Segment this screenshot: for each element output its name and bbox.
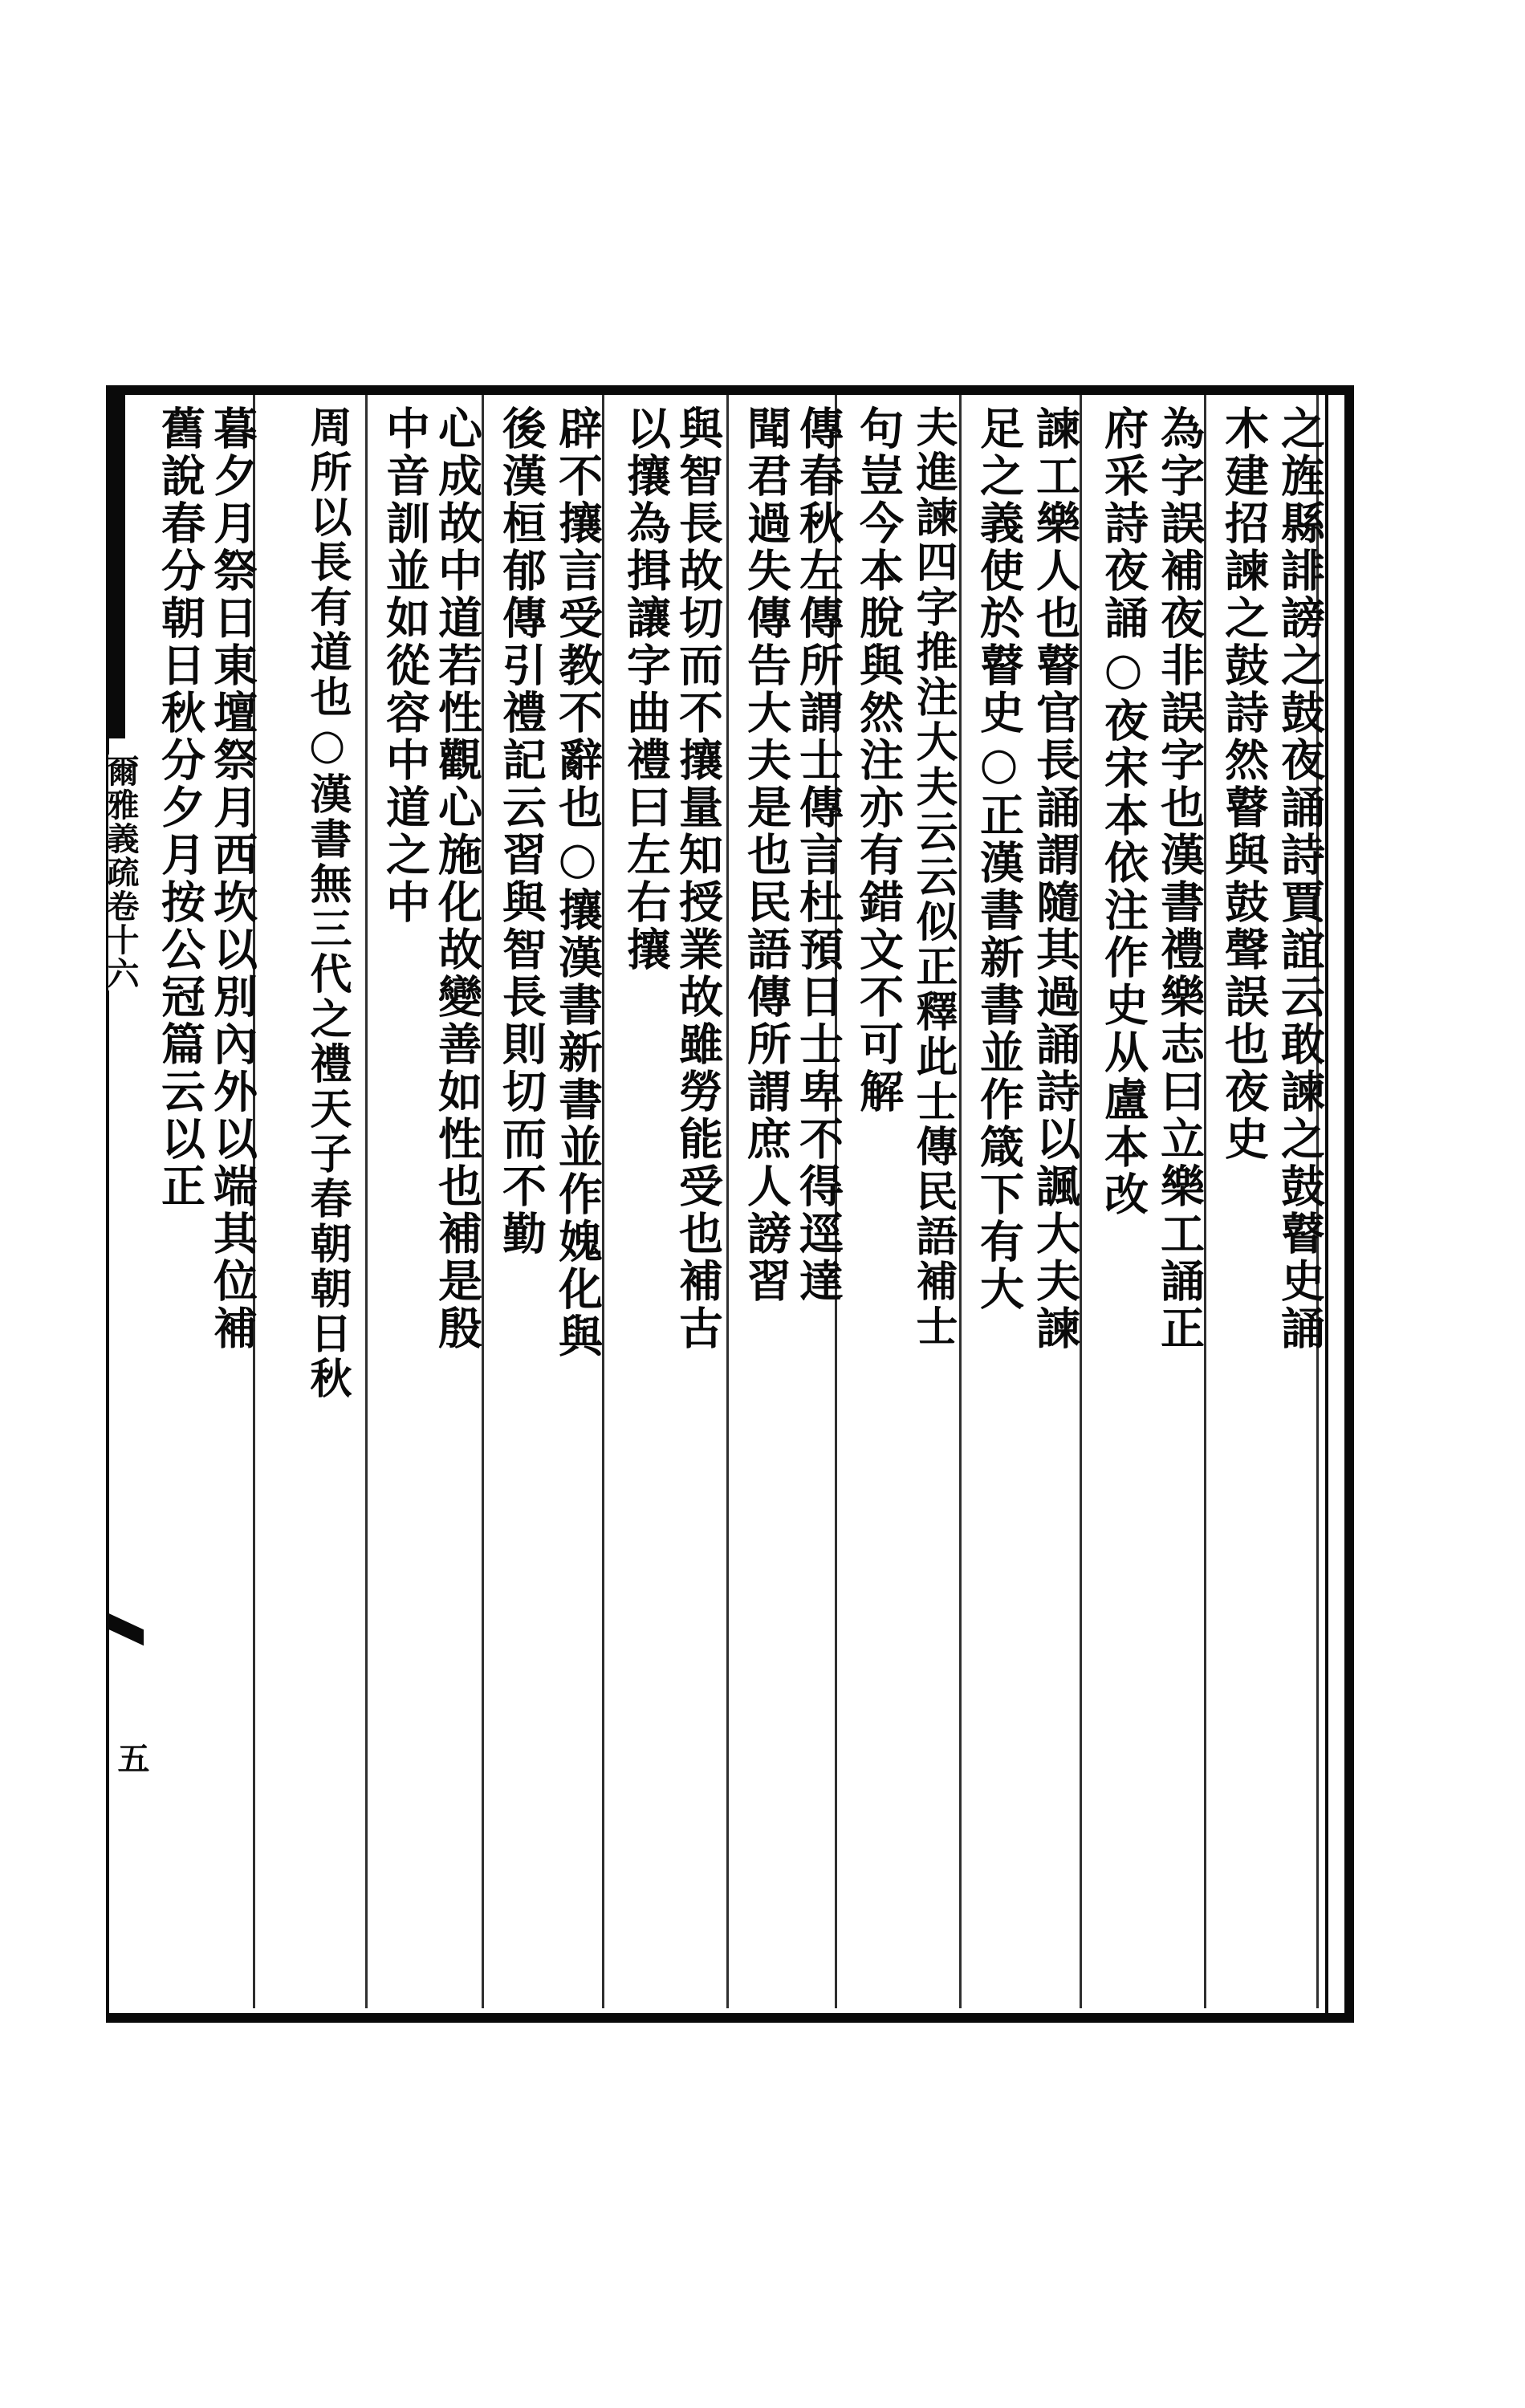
annotation-line: 周所以長有道也○漢書無三代之禮天子春朝朝日秋 <box>303 405 352 1401</box>
text-column <box>903 405 963 1349</box>
annotation-line: 聞君過失傳告大夫是也民語傳所謂庶人謗習 <box>740 405 792 1305</box>
annotation-line: 諫工樂人也瞽官長誦謂隨其過誦詩以諷大夫諫 <box>1029 405 1081 1352</box>
annotation-line: 為字誤補夜非誤字也漢書禮樂志曰立樂工誦正 <box>1153 405 1206 1352</box>
annotation-line: 木建招諫之鼓詩然瞽與鼓聲誤也夜史 <box>1218 405 1270 1163</box>
text-column <box>1092 405 1155 1218</box>
annotation-line: 以攘為揖讓字曲禮曰左右攘 <box>620 405 672 974</box>
annotation-line: 與智長故切而不攘量知授業故雖勞能受也補古 <box>672 405 724 1352</box>
annotation-line: 足之義使於瞽史○正漢書新書並作箴下有大 <box>973 405 1025 1313</box>
text-column <box>614 405 677 974</box>
annotation-line: 句豈今本脫與然注亦有錯文不可解 <box>852 405 905 1116</box>
annotation-line: 府采詩夜誦○夜宋本依注作史从盧本改 <box>1097 405 1149 1218</box>
annotation-line: 後漢桓郁傳引禮記云習與智長則切而不勤 <box>495 405 547 1258</box>
text-column <box>1268 405 1332 1352</box>
text-column <box>847 405 910 1116</box>
text-column <box>490 405 553 1258</box>
margin-bar <box>106 385 125 738</box>
text-column <box>1023 405 1087 1352</box>
annotation-line: 暮夕月祭日東壇祭月西坎以別內外以端其位補 <box>206 405 258 1352</box>
margin-title: 爾雅義疏卷十六 <box>108 755 144 990</box>
annotation-line: 辟不攘言受教不辭也○攘漢書新書並作媿化與 <box>551 405 604 1361</box>
text-column <box>967 405 1031 1313</box>
text-column <box>148 405 212 1210</box>
text-column <box>546 405 609 1361</box>
annotation-line: 傳春秋左傳所謂士傳言杜預日士卑不得逕達 <box>792 405 844 1305</box>
page-number: 五 <box>112 1742 150 1774</box>
text-column <box>1148 405 1211 1352</box>
text-column <box>373 405 437 926</box>
annotation-line: 中音訓並如從容中道之中 <box>379 405 431 926</box>
text-column <box>297 405 357 1401</box>
annotation-line: 夫進諫四字推注大夫云云似正釋此士傳民語補士 <box>909 405 958 1349</box>
annotation-line: 心成故中道若性觀心施化故變善如性也補是殷 <box>431 405 483 1352</box>
text-column <box>1212 405 1275 1163</box>
annotation-line: 舊說春分朝日秋分夕月按公冠篇云以正 <box>154 405 206 1210</box>
text-column <box>734 405 798 1305</box>
column-divider <box>365 395 368 2008</box>
annotation-line: 之旌縣誹謗之鼓夜誦詩賈誼云敢諫之鼓瞽史誦 <box>1274 405 1326 1352</box>
